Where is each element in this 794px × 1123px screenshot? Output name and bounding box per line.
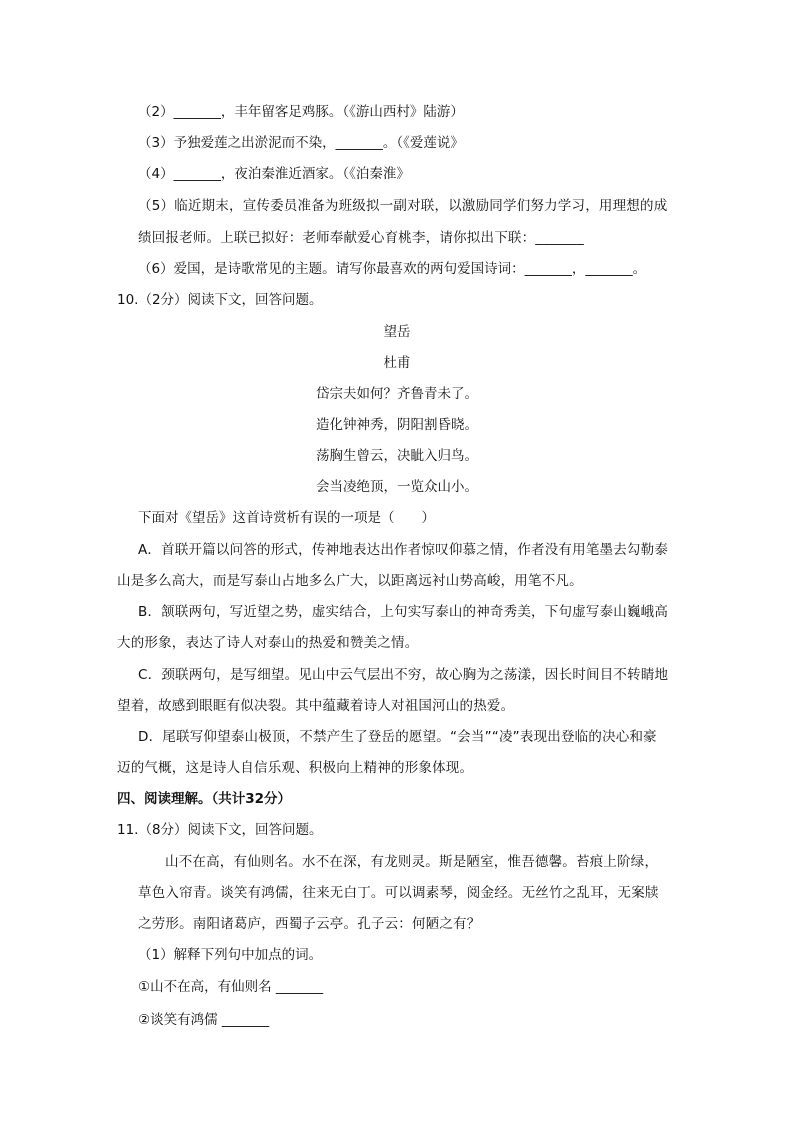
option-a-line2: 山是多么高大，而是写泰山占地多么广大，以距离远衬山势高峻，用笔不凡。 xyxy=(117,573,583,589)
passage-line-2: 草色入帘青。谈笑有鸿儒，往来无白丁。可以调素琴，阅金经。无丝竹之乱耳，无案牍 xyxy=(138,885,659,901)
option-a-line1: A．首联开篇以问答的形式，传神地表达出作者惊叹仰慕之情，作者没有用笔墨去勾勒泰 xyxy=(138,542,669,558)
poem-author: 杜甫 xyxy=(383,355,411,371)
fill-item-6: （6）爱国，是诗歌常见的主题。请写你最喜欢的两句爱国诗词：_______，_______。 xyxy=(138,261,647,277)
question-11-item-2: ②谈笑有鸿儒 _______ xyxy=(138,1012,270,1028)
question-10-prompt: 下面对《望岳》这首诗赏析有误的一项是（ ） xyxy=(138,510,435,526)
question-11-sub1: （1）解释下列句中加点的词。 xyxy=(138,947,323,963)
fill-item-4: （4）_______，夜泊秦淮近酒家。（《泊秦淮》 xyxy=(138,166,410,182)
question-11-item-1: ①山不在高，有仙则名 _______ xyxy=(138,979,324,995)
option-b-line1: B．颔联两句，写近望之势，虚实结合，上句实写泰山的神奇秀美，下句虚写泰山巍峨高 xyxy=(138,604,669,620)
poem-title: 望岳 xyxy=(383,324,411,340)
option-b-line2: 大的形象，表达了诗人对泰山的热爱和赞美之情。 xyxy=(117,635,419,651)
section-4-heading: 四、阅读理解。（共计32分） xyxy=(117,791,292,807)
fill-item-2: （2）_______，丰年留客足鸡豚。（《游山西村》陆游） xyxy=(138,104,464,120)
fill-item-5-line2: 绩回报老师。上联已拟好：老师奉献爱心育桃李，请你拟出下联：_______ xyxy=(138,230,584,246)
option-d-line1: D．尾联写仰望泰山极顶，不禁产生了登岳的愿望。“会当”“凌”表现出登临的决心和豪 xyxy=(138,729,657,745)
option-d-line2: 迈的气概，这是诗人自信乐观、积极向上精神的形象体现。 xyxy=(117,760,474,776)
passage-line-3: 之劳形。南阳诸葛庐，西蜀子云亭。孔子云：何陋之有？ xyxy=(138,916,481,932)
option-c-line2: 望着，故感到眼眶有似决裂。其中蕴藏着诗人对祖国河山的热爱。 xyxy=(117,698,515,714)
fill-item-3: （3）予独爱莲之出淤泥而不染，_______。（《爱莲说》 xyxy=(138,135,464,151)
fill-item-5-line1: （5）临近期末，宣传委员准备为班级拟一副对联，以激励同学们努力学习，用理想的成 xyxy=(138,198,668,214)
passage-line-1: 山不在高，有仙则名。水不在深，有龙则灵。斯是陋室，惟吾德馨。苔痕上阶绿， xyxy=(165,854,659,870)
poem-line-1: 岱宗夫如何？齐鲁青未了。 xyxy=(316,386,478,402)
poem-line-3: 荡胸生曾云，决眦入归鸟。 xyxy=(316,448,478,464)
option-c-line1: C．颈联两句，是写细望。见山中云气层出不穷，故心胸为之荡漾，因长时间目不转睛地 xyxy=(138,667,669,683)
poem-line-4: 会当凌绝顶，一览众山小。 xyxy=(316,479,478,495)
poem-line-2: 造化钟神秀，阴阳割昏晓。 xyxy=(316,417,478,433)
question-11-stem: 11.（8分）阅读下文，回答问题。 xyxy=(117,822,323,838)
question-10-stem: 10.（2分）阅读下文，回答问题。 xyxy=(117,292,323,308)
